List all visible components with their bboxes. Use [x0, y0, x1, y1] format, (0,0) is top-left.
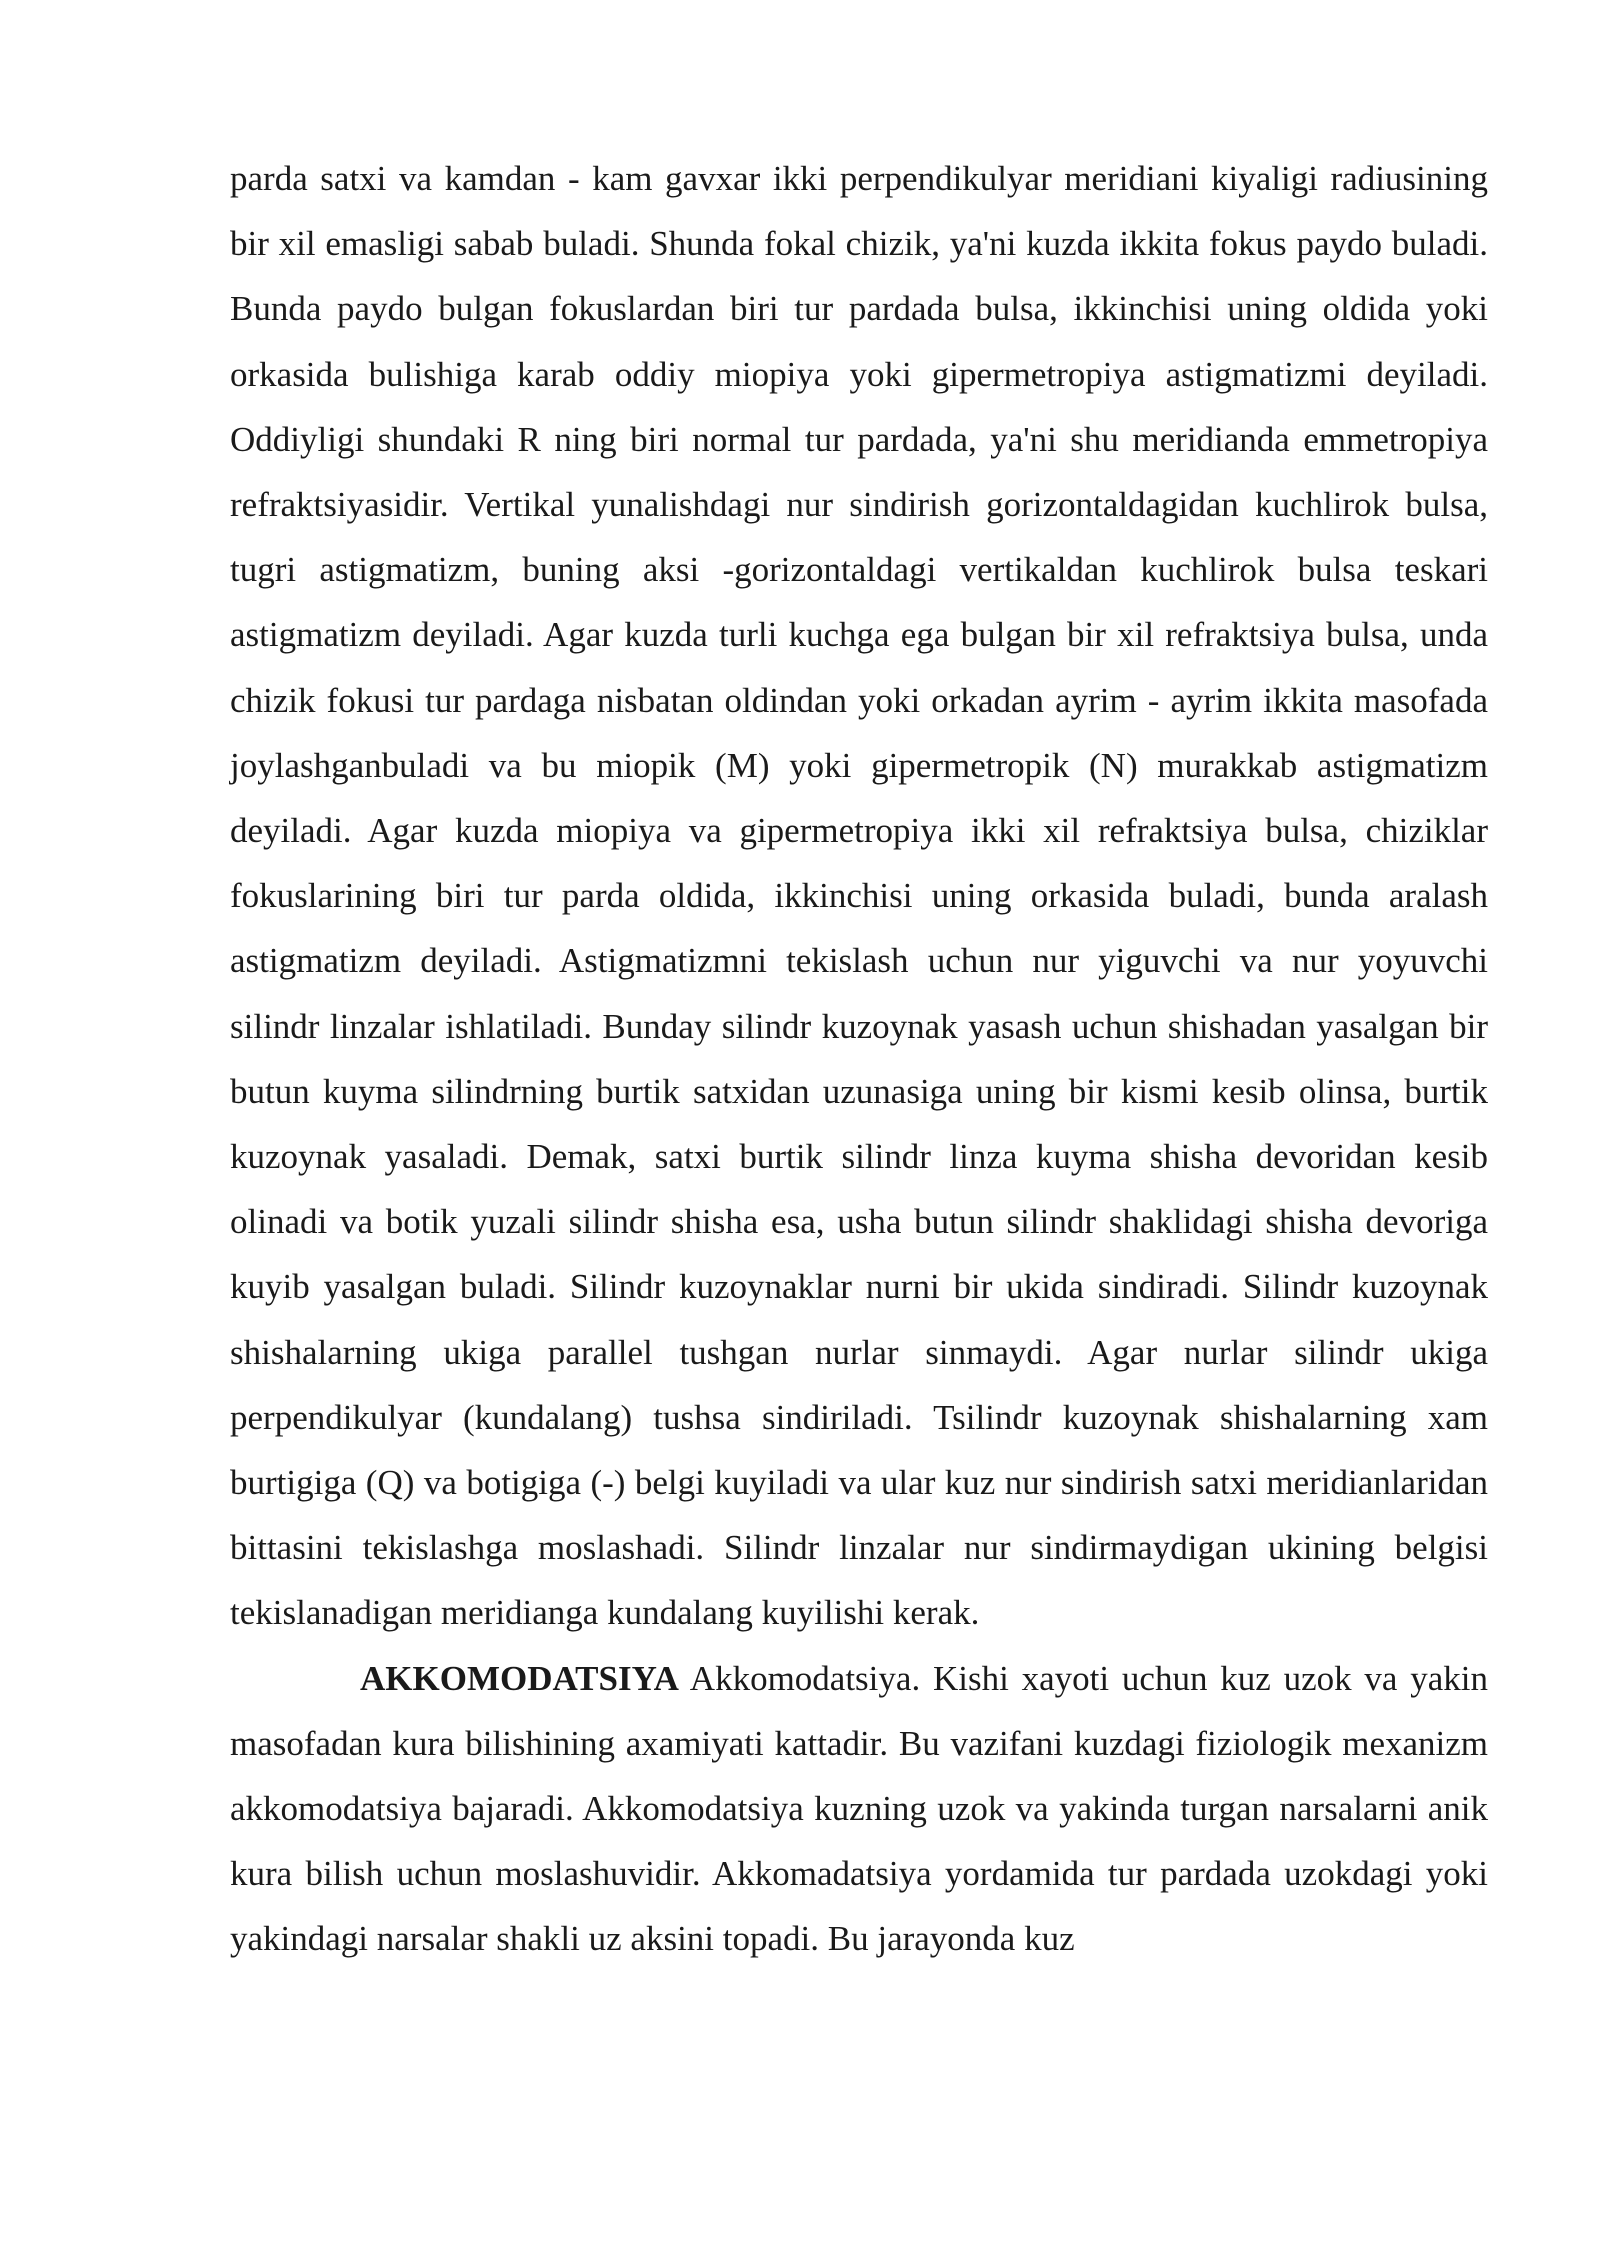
document-body: [230, 146, 1488, 1972]
paragraph-accommodation: [230, 1646, 1488, 1972]
section-heading: AKKOMODATSIYA: [360, 1658, 679, 1698]
paragraph-accommodation-text: Akkomodatsiya. Kishi xayoti uchun kuz uzok va yakin masofadan kura bilishining axamiyati kattadir. Bu vazifani kuzdagi fiziologik mexanizm akkomodatsiya bajaradi. Akkomodatsiya kuzning uzok va yakinda turgan narsalarni anik kura bilish uchun moslashuvidir. Akkomadatsiya yordamida tur pardada uzokdagi yoki yakindagi narsalar shakli uz aksini topadi. Bu jarayonda kuz: [230, 1658, 1488, 1959]
paragraph-astigmatism: parda satxi va kamdan - kam gavxar ikki perpendikulyar meridiani kiyaligi radiusining bir xil emasligi sabab buladi. Shunda fokal chizik, ya'ni kuzda ikkita fokus paydo buladi. Bunda paydo bulgan fokuslardan biri tur pardada bulsa, ikkinchisi uning oldida yoki orkasida bulishiga karab oddiy miopiya yoki gipermetropiya astigmatizmi deyiladi. Oddiyligi shundaki R ning biri normal tur pardada, ya'ni shu meridianda emmetropiya refraktsiyasidir. Vertikal yunalishdagi nur sindirish gorizontaldagidan kuchlirok bulsa, tugri astigmatizm, buning aksi -gorizontaldagi vertikaldan kuchlirok bulsa teskari astigmatizm deyiladi. Agar kuzda turli kuchga ega bulgan bir xil refraktsiya bulsa, unda chizik fokusi tur pardaga nisbatan oldindan yoki orkadan ayrim - ayrim ikkita masofada joylashganbuladi va bu miopik (M) yoki gipermetropik (N) murakkab astigmatizm deyiladi. Agar kuzda miopiya va gipermetropiya ikki xil refraktsiya bulsa, chiziklar fokuslarining biri tur parda oldida, ikkinchisi uning orkasida buladi, bunda aralash astigmatizm deyiladi. Astigmatizmni tekislash uchun nur yiguvchi va nur yoyuvchi silindr linzalar ishlatiladi. Bunday silindr kuzoynak yasash uchun shishadan yasalgan bir butun kuyma silindrning burtik satxidan uzunasiga uning bir kismi kesib olinsa, burtik kuzoynak yasaladi. Demak, satxi burtik silindr linza kuyma shisha devoridan kesib olinadi va botik yuzali silindr shisha esa, usha butun silindr shaklidagi shisha devoriga kuyib yasalgan buladi. Silindr kuzoynaklar nurni bir ukida sindiradi. Silindr kuzoynak shishalarning ukiga parallel tushgan nurlar sinmaydi. Agar nurlar silindr ukiga perpendikulyar (kundalang) tushsa sindiriladi. Tsilindr kuzoynak shishalarning xam burtigiga (Q) va botigiga (-) belgi kuyiladi va ular kuz nur sindirish satxi meridianlaridan bittasini tekislashga moslashadi. Silindr linzalar nur sindirmaydigan ukining belgisi tekislanadigan meridianga kundalang kuyilishi kerak.: [230, 159, 1488, 1633]
